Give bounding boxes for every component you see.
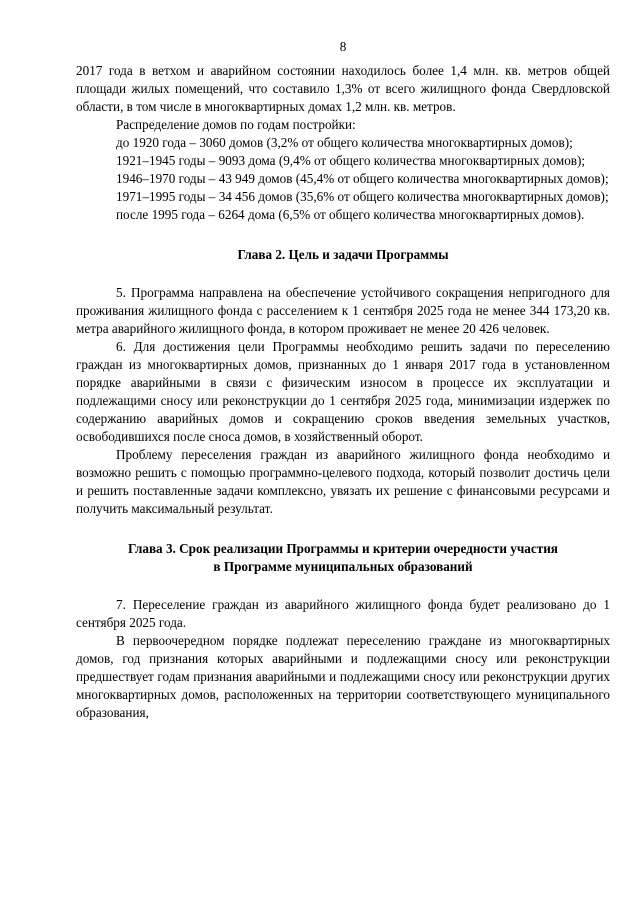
chapter-2-title: Глава 2. Цель и задачи Программы bbox=[237, 247, 449, 262]
distribution-item: 1946–1970 годы – 43 949 домов (45,4% от общего количества многоквартирных домов); bbox=[116, 171, 609, 186]
spacer bbox=[76, 576, 610, 596]
distribution-item: 1971–1995 годы – 34 456 домов (35,6% от общего количества многоквартирных домов); bbox=[116, 189, 609, 204]
chapter-3-title bbox=[76, 540, 610, 576]
distribution-item: 1921–1945 годы – 9093 дома (9,4% от общего количества многоквартирных домов); bbox=[116, 153, 586, 168]
page-number: 8 bbox=[339, 39, 347, 54]
problem-paragraph: Проблему переселения граждан из аварийного жилищного фонда необходимо и возможно решить с помощью программно-целевого подхода, который позволит достичь цели и решить поставленные задачи комплексно, увязать их решение с финансовыми ресурсами и получить максимальный результат. bbox=[76, 447, 610, 516]
priority-paragraph: В первоочередном порядке подлежат переселению граждане из многоквартирных домов, год признания которых аварийными и подлежащими сносу или реконструкции предшествует годам признания аварийными и подлежащими сносу или реконструкции других многоквартирных домов, расположенных на территории соответствующего муниципального образования, bbox=[76, 633, 610, 720]
spacer bbox=[76, 224, 610, 246]
distribution-heading: Распределение домов по годам постройки: bbox=[116, 117, 356, 132]
distribution-item: до 1920 года – 3060 домов (3,2% от общего количества многоквартирных домов); bbox=[116, 135, 573, 150]
paragraph-7: 7. Переселение граждан из аварийного жилищного фонда будет реализовано до 1 сентября 2025 года. bbox=[76, 597, 610, 630]
spacer bbox=[76, 518, 610, 540]
distribution-item: после 1995 года – 6264 дома (6,5% от общего количества многоквартирных домов). bbox=[116, 207, 585, 222]
intro-paragraph: 2017 года в ветхом и аварийном состоянии находилось более 1,4 млн. кв. метров общей площади жилых помещений, что составило 1,3% от всего жилищного фонда Свердловской области, в том числе в многоквартирных домах 1,2 млн. кв. метров. bbox=[76, 63, 610, 114]
spacer bbox=[76, 264, 610, 284]
chapter-3-title-line-2: в Программе муниципальных образований bbox=[213, 559, 473, 574]
paragraph-6: 6. Для достижения цели Программы необходимо решить задачи по переселению граждан из многоквартирных домов, признанных до 1 января 2017 года в установленном порядке аварийными в связи с физическим износом в процессе их эксплуатации и подлежащими сносу или реконструкции до 1 сентября 2025 года, минимизации издержек по содержанию аварийных домов и сокращению сроков введения земельных участков, освободившихся после сноса домов, в хозяйственный оборот. bbox=[76, 339, 610, 444]
paragraph-5: 5. Программа направлена на обеспечение устойчивого сокращения непригодного для проживания жилищного фонда с расселением к 1 сентября 2025 года не менее 344 173,20 кв. метра аварийного жилищного фонда, в котором проживает не менее 20 426 человек. bbox=[76, 285, 610, 336]
document-page bbox=[76, 38, 610, 722]
chapter-3-title-line-1: Глава 3. Срок реализации Программы и критерии очередности участия bbox=[128, 541, 558, 556]
